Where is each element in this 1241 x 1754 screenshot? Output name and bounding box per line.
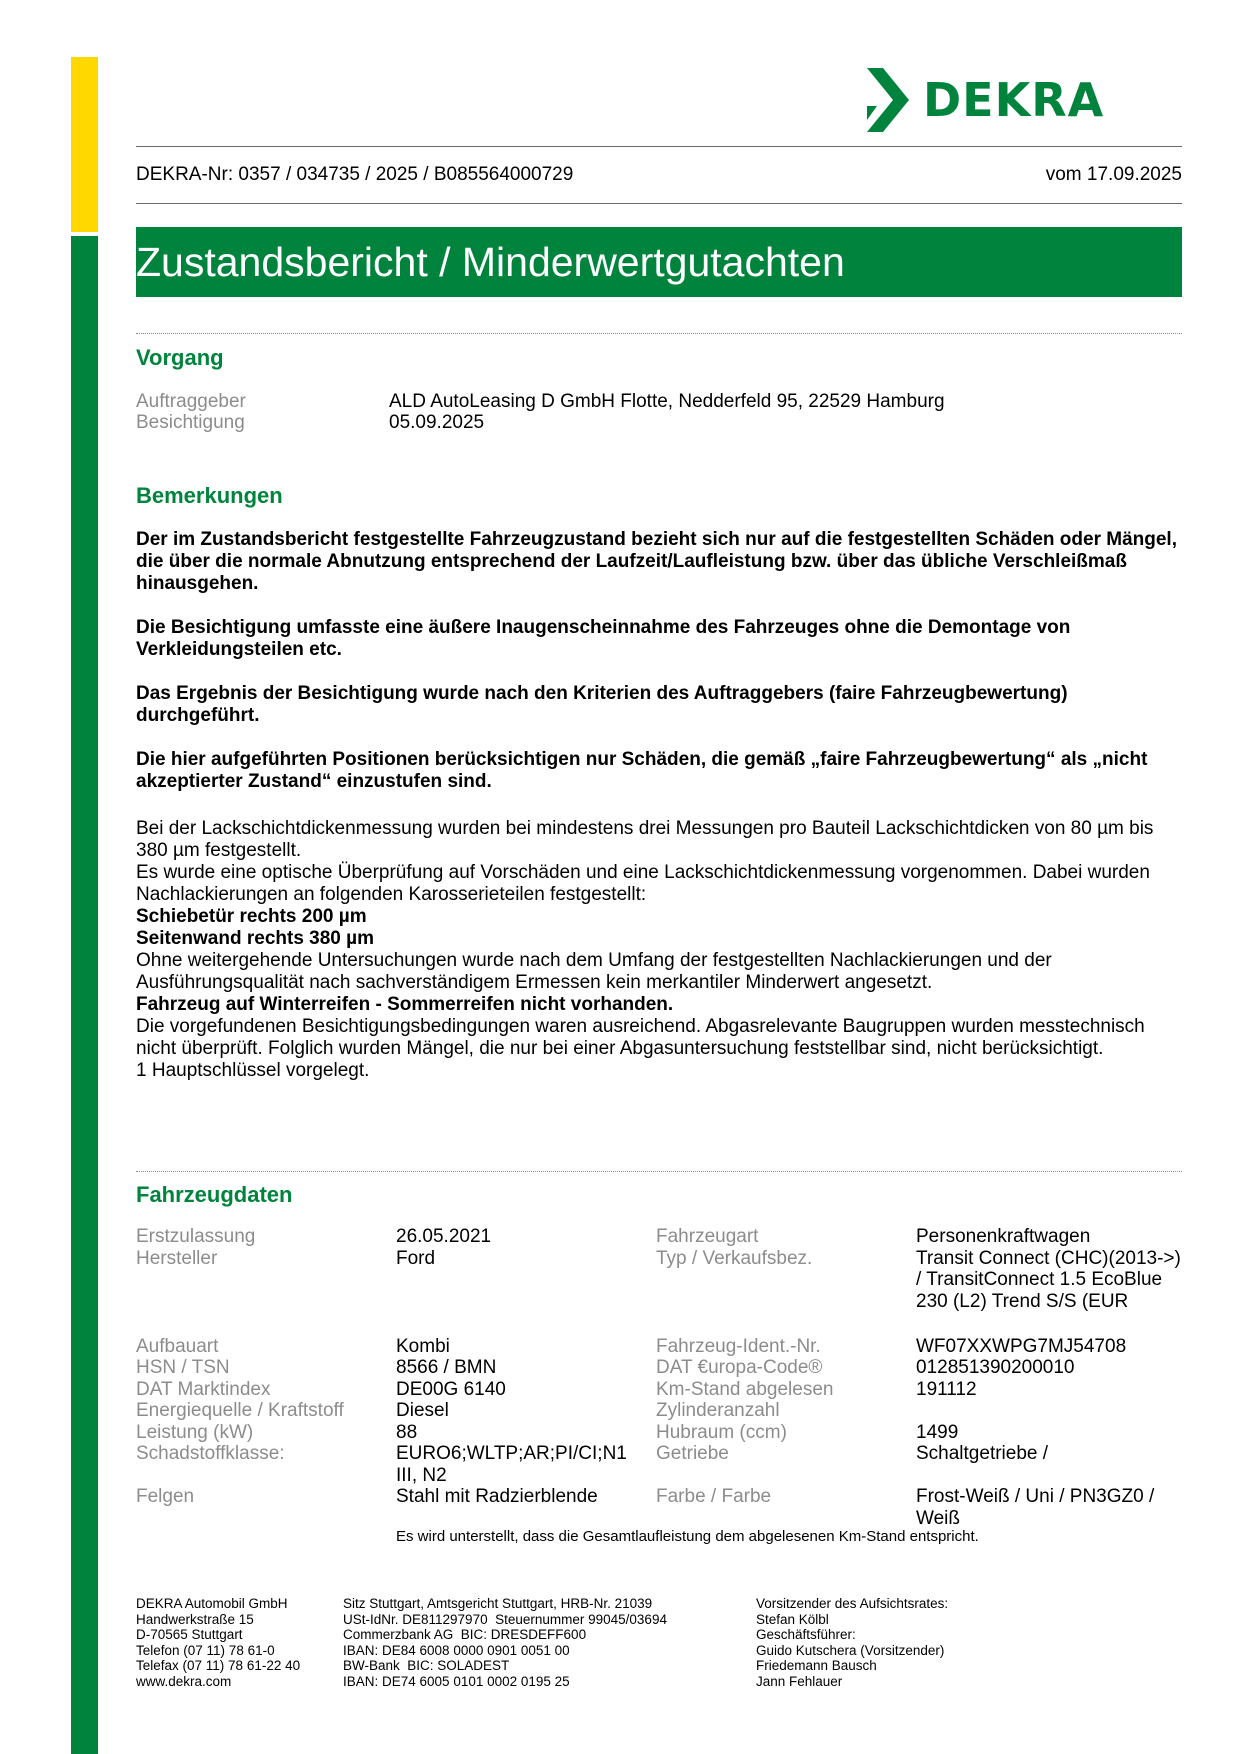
remark-paragraph: Die Besichtigung umfasste eine äußere Inaugenscheinnahme des Fahrzeuges ohne die Demontage von Verkleidungsteilen etc. <box>136 617 1071 660</box>
vehicle-label: Aufbauart <box>136 1335 219 1357</box>
remark-paragraph: Die hier aufgeführten Positionen berücksichtigen nur Schäden, die gemäß „faire Fahrzeugbewertung“ als „nicht akzeptierter Zustand“ einzustufen sind. <box>136 749 1148 792</box>
km-note: Es wird unterstellt, dass die Gesamtlaufleistung dem abgelesenen Km-Stand entspricht. <box>396 1528 979 1545</box>
vehicle-row <box>136 1486 1182 1529</box>
yellow-side-bar <box>71 57 98 232</box>
remark-paragraph: Das Ergebnis der Besichtigung wurde nach den Kriterien des Auftraggebers (faire Fahrzeugbewertung) durchgeführt. <box>136 683 1068 726</box>
header-rule-bottom <box>136 203 1182 204</box>
section-heading-vorgang: Vorgang <box>136 345 224 370</box>
vehicle-value: Stahl mit Radzierblende <box>396 1486 598 1507</box>
vehicle-label: Schadstoffklasse: <box>136 1443 285 1464</box>
vehicle-label: Hubraum (ccm) <box>656 1421 787 1443</box>
vehicle-row <box>136 1379 1182 1401</box>
vorgang-values <box>389 391 945 433</box>
remark-line: Fahrzeug auf Winterreifen - Sommerreifen nicht vorhanden. <box>136 994 674 1015</box>
remark-line: Ohne weitergehende Untersuchungen wurde nach dem Umfang der festgestellten Nachlackierungen und der Ausführungsqualität nach sachverständigem Ermessen kein merkantiler Minderwert angesetzt. <box>136 950 1052 993</box>
vehicle-value: 1499 <box>916 1421 959 1443</box>
section-divider <box>136 1171 1182 1172</box>
vehicle-value: Ford <box>396 1247 436 1269</box>
remark-line: Seitenwand rechts 380 µm <box>136 928 374 949</box>
title-bar <box>136 227 1182 297</box>
vehicle-label: Energiequelle / Kraftstoff <box>136 1400 344 1421</box>
vehicle-row <box>136 1422 1182 1444</box>
vehicle-value: Frost-Weiß / Uni / PN3GZ0 / Weiß <box>916 1486 1155 1529</box>
remark-line: Schiebetür rechts 200 µm <box>136 906 367 927</box>
vorgang-labels <box>136 391 246 433</box>
vehicle-label: Erstzulassung <box>136 1226 256 1247</box>
vehicle-data-table <box>136 1226 1182 1529</box>
vehicle-value: 191112 <box>916 1378 977 1400</box>
vehicle-row <box>136 1400 1182 1422</box>
section-heading-fahrzeugdaten: Fahrzeugdaten <box>136 1182 293 1207</box>
dekra-logo <box>863 68 1104 132</box>
remarks-detail-block <box>136 818 1186 1082</box>
dekra-logo-icon <box>863 68 911 132</box>
value-besichtigung: 05.09.2025 <box>389 412 485 433</box>
vehicle-value: Transit Connect (CHC)(2013->) / TransitConnect 1.5 EcoBlue 230 (L2) Trend S/S (EUR <box>916 1247 1181 1312</box>
dekra-number: DEKRA-Nr: 0357 / 034735 / 2025 / B085564000729 <box>136 164 574 185</box>
vehicle-value: Diesel <box>396 1400 449 1421</box>
remark-line: 1 Hauptschlüssel vorgelegt. <box>136 1060 370 1081</box>
vehicle-label: Felgen <box>136 1486 195 1507</box>
vehicle-label: Fahrzeugart <box>656 1226 759 1247</box>
vehicle-row <box>136 1357 1182 1379</box>
header-rule-top <box>136 146 1182 147</box>
vehicle-row <box>136 1226 1182 1248</box>
vehicle-value: Kombi <box>396 1335 450 1357</box>
vehicle-label: Km-Stand abgelesen <box>656 1378 834 1400</box>
label-besichtigung: Besichtigung <box>136 412 245 433</box>
vehicle-label: Zylinderanzahl <box>656 1400 780 1421</box>
report-date: vom 17.09.2025 <box>1045 164 1182 185</box>
vehicle-row <box>136 1248 1182 1336</box>
vehicle-value: WF07XXWPG7MJ54708 <box>916 1335 1127 1357</box>
remarks-bold-block <box>136 529 1186 815</box>
value-auftraggeber: ALD AutoLeasing D GmbH Flotte, Nedderfeld 95, 22529 Hamburg <box>389 391 945 412</box>
vehicle-label: Typ / Verkaufsbez. <box>656 1247 813 1269</box>
footer-management: Vorsitzender des Aufsichtsrates: Stefan Kölbl Geschäftsführer: Guido Kutschera (Vorsitzender) Friedemann Bausch Jann Fehlauer <box>756 1596 949 1689</box>
vehicle-value: 012851390200010 <box>916 1357 1075 1378</box>
vehicle-value: Personenkraftwagen <box>916 1226 1091 1247</box>
vehicle-label: Leistung (kW) <box>136 1421 254 1443</box>
vehicle-value: EURO6;WLTP;AR;PI/CI;N1 III, N2 <box>396 1443 627 1486</box>
vehicle-label: DAT €uropa-Code® <box>656 1357 823 1378</box>
reference-line <box>136 164 1182 186</box>
vehicle-label: Fahrzeug-Ident.-Nr. <box>656 1335 821 1357</box>
section-divider <box>136 333 1182 334</box>
vehicle-label: Getriebe <box>656 1443 729 1464</box>
footer-registration: Sitz Stuttgart, Amtsgericht Stuttgart, HRB-Nr. 21039 USt-IdNr. DE811297970 Steuernummer 99045/03694 Commerzbank AG BIC: DRESDEFF600 IBAN: DE84 6008 0000 0901 0051 00 BW-Bank BIC: SOLADEST IBAN: DE74 6005 0101 0002 0195 25 <box>343 1596 667 1689</box>
dekra-logo-text: DEKRA <box>923 73 1105 127</box>
vehicle-label: DAT Marktindex <box>136 1378 271 1400</box>
footer-company: DEKRA Automobil GmbH Handwerkstraße 15 D-70565 Stuttgart Telefon (07 11) 78 61-0 Telefax (07 11) 78 61-22 40 www.dekra.com <box>136 1596 301 1689</box>
vehicle-label: Hersteller <box>136 1247 218 1269</box>
remark-line: Die vorgefundenen Besichtigungsbedingungen waren ausreichend. Abgasrelevante Baugruppen wurden messtechnisch nicht überprüft. Folglich wurden Mängel, die nur bei einer Abgasuntersuchung feststellbar sind, nicht berücksichtigt. <box>136 1016 1145 1059</box>
remark-line: Bei der Lackschichtdickenmessung wurden bei mindestens drei Messungen pro Bauteil Lackschichtdicken von 80 µm bis 380 µm festgestellt. <box>136 818 1154 861</box>
vehicle-value: DE00G 6140 <box>396 1378 506 1400</box>
remark-line: Es wurde eine optische Überprüfung auf Vorschäden und eine Lackschichtdickenmessung vorgenommen. Dabei wurden Nachlackierungen an folgenden Karosserieteilen festgestellt: <box>136 862 1150 905</box>
vehicle-value: 88 <box>396 1421 418 1443</box>
vehicle-value: Schaltgetriebe / <box>916 1443 1049 1464</box>
vehicle-value: 8566 / BMN <box>396 1357 497 1378</box>
vehicle-label: HSN / TSN <box>136 1357 230 1378</box>
green-side-bar <box>71 236 98 1754</box>
vehicle-label: Farbe / Farbe <box>656 1486 772 1507</box>
remark-paragraph: Der im Zustandsbericht festgestellte Fahrzeugzustand bezieht sich nur auf die festgestellten Schäden oder Mängel, die über die normale Abnutzung entsprechend der Laufzeit/Laufleistung bzw. über das übliche Verschleißmaß hinausgehen. <box>136 529 1177 594</box>
vehicle-value: 26.05.2021 <box>396 1226 492 1247</box>
page-title: Zustandsbericht / Minderwertgutachten <box>136 239 845 285</box>
label-auftraggeber: Auftraggeber <box>136 391 246 412</box>
vehicle-row <box>136 1443 1182 1486</box>
section-heading-bemerkungen: Bemerkungen <box>136 483 283 508</box>
vehicle-row <box>136 1336 1182 1358</box>
